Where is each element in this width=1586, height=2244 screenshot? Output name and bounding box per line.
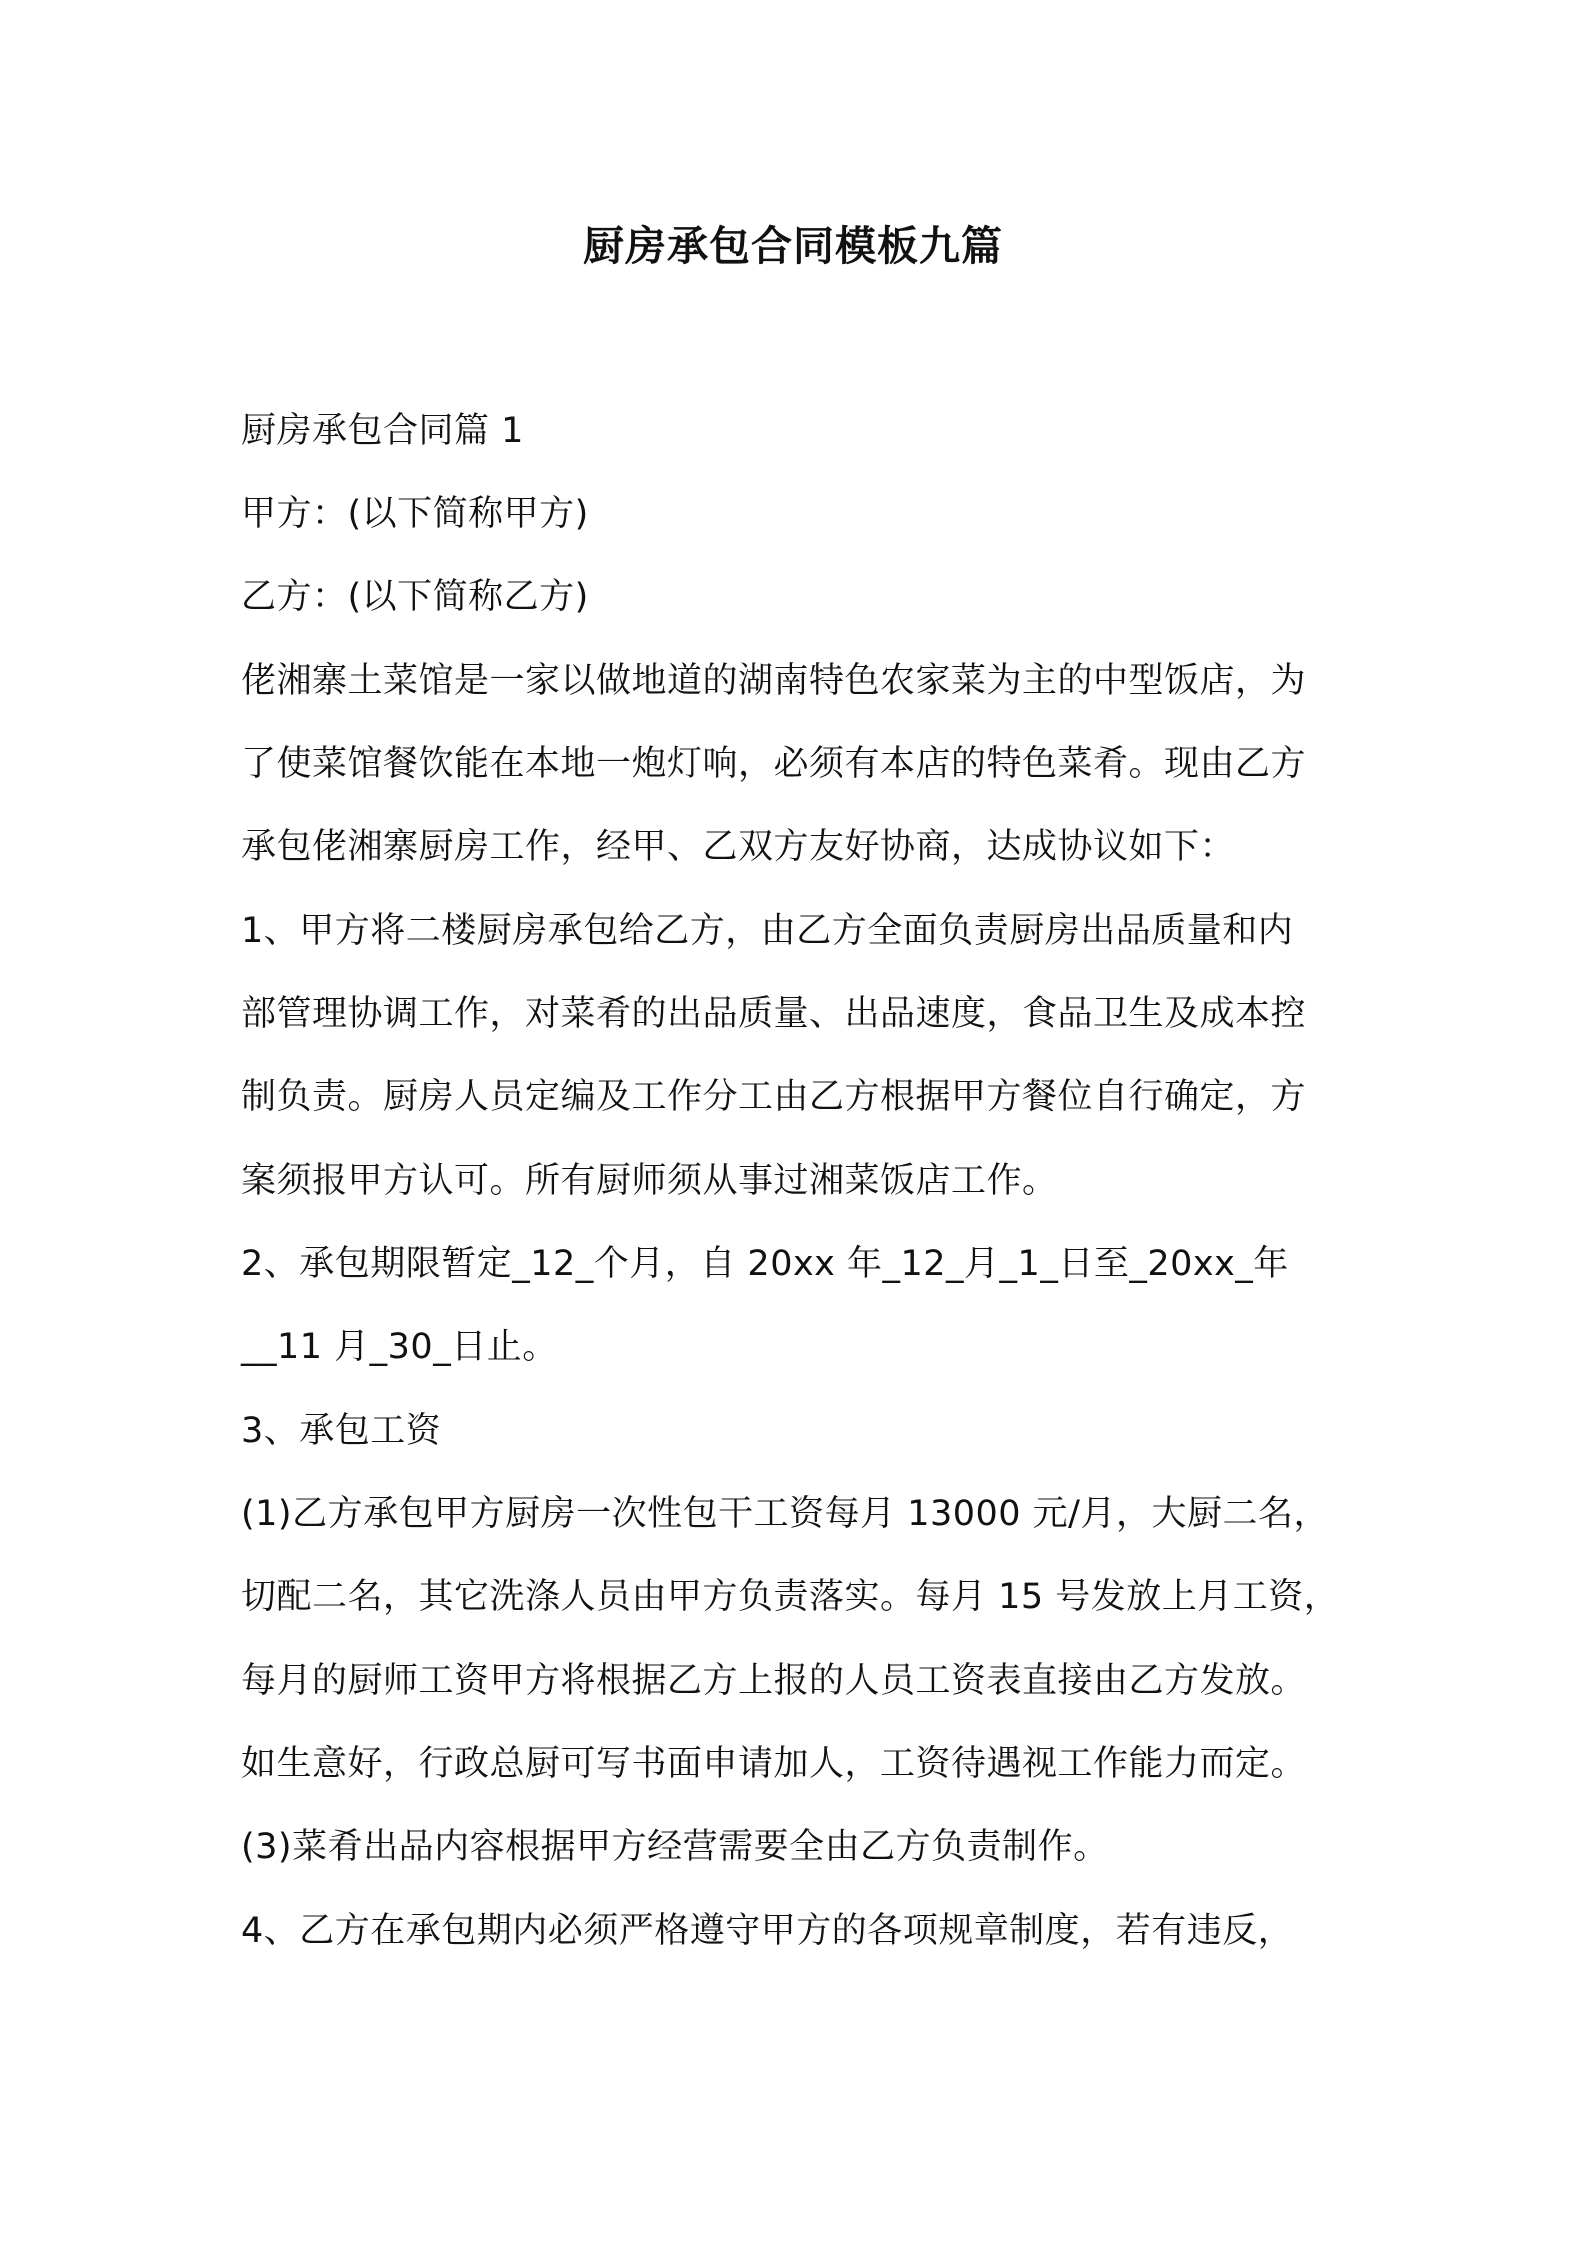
- clause-3-line: 切配二名，其它洗涤人员由甲方负责落实。每月 15 号发放上月工资，: [241, 1577, 1340, 1617]
- party-a-line: 甲方：(以下简称甲方): [241, 494, 589, 534]
- clause-1-line: 1、甲方将二楼厨房承包给乙方，由乙方全面负责厨房出品质量和内: [241, 911, 1294, 951]
- body-line: 承包佬湘寨厨房工作，经甲、乙双方友好协商，达成协议如下：: [241, 827, 1236, 867]
- section-heading: 厨房承包合同篇 1: [241, 411, 524, 451]
- clause-1-line: 部管理协调工作，对菜肴的出品质量、出品速度，食品卫生及成本控: [241, 994, 1307, 1034]
- clause-3-heading: 3、承包工资: [241, 1411, 442, 1451]
- clause-3-line: 每月的厨师工资甲方将根据乙方上报的人员工资表直接由乙方发放。: [241, 1661, 1307, 1701]
- clause-2-line: 2、承包期限暂定_12_个月，自 20xx 年_12_月_1_日至_20xx_年: [241, 1244, 1289, 1284]
- party-b-line: 乙方：(以下简称乙方): [241, 577, 589, 617]
- clause-3-line: (1)乙方承包甲方厨房一次性包干工资每月 13000 元/月，大厨二名，: [241, 1494, 1329, 1534]
- document-title: 厨房承包合同模板九篇: [583, 222, 1003, 270]
- body-line: 佬湘寨土菜馆是一家以做地道的湖南特色农家菜为主的中型饭店，为: [241, 661, 1307, 701]
- clause-1-line: 制负责。厨房人员定编及工作分工由乙方根据甲方餐位自行确定，方: [241, 1077, 1307, 1117]
- clause-4-line: 4、乙方在承包期内必须严格遵守甲方的各项规章制度，若有违反，: [241, 1911, 1294, 1951]
- clause-2-line: __11 月_30_日止。: [241, 1327, 558, 1367]
- clause-3-line: 如生意好，行政总厨可写书面申请加人，工资待遇视工作能力而定。: [241, 1744, 1307, 1784]
- clause-3-line: (3)菜肴出品内容根据甲方经营需要全由乙方负责制作。: [241, 1827, 1109, 1867]
- clause-1-line: 案须报甲方认可。所有厨师须从事过湘菜饭店工作。: [241, 1161, 1058, 1201]
- body-line: 了使菜馆餐饮能在本地一炮灯响，必须有本店的特色菜肴。现由乙方: [241, 744, 1307, 784]
